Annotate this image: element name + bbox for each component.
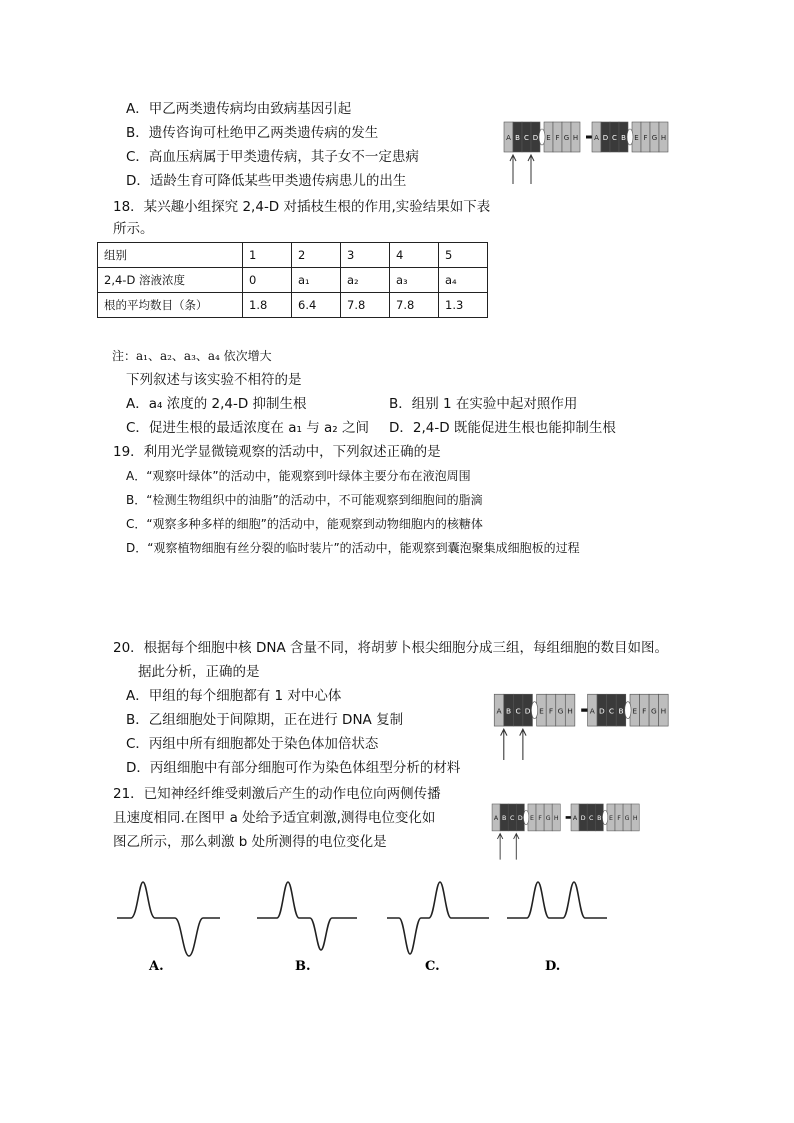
chromosome-segment-label: A	[594, 134, 599, 142]
chromosome-segment-label: F	[538, 815, 542, 823]
table-cell: 5	[439, 243, 488, 268]
break-point-arrow-icon	[501, 729, 507, 760]
chromosome-segment-label: A	[493, 815, 499, 823]
chromosome-segment-label: E	[634, 134, 639, 142]
chromosome-segment-label: D	[524, 706, 531, 716]
table-cell: a₁	[292, 268, 341, 293]
chromosome-segment-label: H	[553, 815, 559, 823]
chromosome-segment-label: A	[589, 706, 595, 716]
chromosome-segment-label: B	[506, 706, 512, 716]
option-label-a: A.	[149, 959, 164, 974]
table-cell: 6.4	[292, 293, 341, 318]
table-cell: 组别	[98, 243, 243, 268]
chromosome-segment-label: B	[515, 134, 520, 142]
waveform-option-a	[115, 878, 235, 973]
chromosome-segment-label: E	[546, 134, 551, 142]
q20-option-a: A．甲组的每个细胞都有 1 对中心体	[126, 688, 342, 704]
chromosome-inversion-figure-3	[455, 795, 670, 865]
chromosome-segment-label: C	[524, 134, 529, 142]
chromosome-segment-label: F	[642, 706, 647, 716]
chromosome-segment-label: D	[599, 706, 605, 716]
q19-option-b: B．“检测生物组织中的油脂”的活动中，不可能观察到细胞间的脂滴	[126, 493, 483, 507]
break-point-arrow-icon	[528, 155, 534, 184]
q21-stem-line3: 图乙所示，那么刺激 b 处所测得的电位变化是	[113, 834, 387, 850]
centromere	[523, 810, 528, 824]
waveform-option-b	[255, 878, 370, 973]
chromosome-segment-label: C	[589, 815, 594, 823]
chromosome-segment-label: B	[621, 134, 626, 142]
chromosome-segment-label: H	[660, 134, 667, 142]
table-row	[98, 243, 488, 268]
q17-option-b: B．遗传咨询可杜绝甲乙两类遗传病的发生	[126, 125, 379, 141]
chromosome-segment-label: G	[650, 706, 657, 716]
chromosome-segment-label: C	[612, 134, 617, 142]
table-cell: 4	[390, 243, 439, 268]
centromere	[531, 702, 537, 719]
q20-option-c: C．丙组中所有细胞都处于染色体加倍状态	[126, 736, 379, 752]
chromosome-segment-label: D	[602, 134, 609, 142]
q18-table-note: 注：a₁、a₂、a₃、a₄ 依次增大	[112, 349, 272, 363]
q20-option-b: B．乙组细胞处于间隙期，正在进行 DNA 复制	[126, 712, 404, 728]
chromosome-segment-label: C	[510, 815, 515, 823]
chromosome-segment-label: A	[572, 815, 578, 823]
chromosome-segment-label: F	[548, 706, 554, 716]
q18-stem-line2: 所示。	[113, 221, 154, 237]
q17-option-a: A．甲乙两类遗传病均由致病基因引起	[126, 101, 352, 117]
centromere	[627, 129, 633, 145]
chromosome-segment-label: E	[539, 706, 544, 716]
chromosome-segment-label: H	[632, 815, 638, 823]
chromosome-segment-label: F	[555, 134, 560, 142]
q20-stem-line1: 20．根据每个细胞中核 DNA 含量不同，将胡萝卜根尖细胞分成三组，每组细胞的数目如图。	[113, 640, 668, 656]
option-label-d: D.	[545, 959, 561, 974]
chromosome-segment-label: G	[563, 134, 570, 142]
chromosome-segment-label: C	[608, 706, 615, 716]
q19-option-a: A．“观察叶绿体”的活动中，能观察到叶绿体主要分布在液泡周围	[126, 469, 471, 483]
table-cell: 0	[243, 268, 292, 293]
chromosome-inversion-figure-2	[490, 680, 665, 770]
table-cell: a₄	[439, 268, 488, 293]
q17-option-d: D．适龄生育可降低某些甲类遗传病患儿的出生	[126, 173, 407, 189]
waveform-option-d	[505, 878, 620, 973]
chromosome-segment-label: B	[618, 706, 624, 716]
chromosome-segment-label: D	[580, 815, 586, 823]
table-cell: 3	[341, 243, 390, 268]
chromosome-segment-label: F	[643, 134, 648, 142]
table-cell: 2,4-D 溶液浓度	[98, 268, 243, 293]
chromosome-segment-label: E	[608, 815, 613, 823]
table-cell: 1.3	[439, 293, 488, 318]
chromosome-segment-label: G	[557, 706, 564, 716]
waveform-option-c	[385, 878, 500, 973]
chromosome-segment-label: G	[624, 815, 630, 823]
chromosome-segment-label: F	[617, 815, 621, 823]
table-row	[98, 268, 488, 293]
chromosome-segment-label: H	[567, 706, 573, 716]
chromosome-segment-label: H	[572, 134, 579, 142]
chromosome-segment-label: G	[651, 134, 658, 142]
centromere	[625, 702, 631, 719]
table-cell: 2	[292, 243, 341, 268]
table-cell: 1	[243, 243, 292, 268]
table-cell: 根的平均数目（条）	[98, 293, 243, 318]
chromosome-segment-label: D	[532, 134, 539, 142]
q18-results-table	[97, 242, 488, 318]
q21-stem-line1: 21．已知神经纤维受刺激后产生的动作电位向两侧传播	[113, 786, 441, 802]
break-point-arrow-icon	[514, 834, 519, 860]
q18-option-d: D．2,4-D 既能促进生根也能抑制生根	[389, 420, 616, 436]
chromosome-segment-label: G	[545, 815, 551, 823]
chromosome-segment-label: A	[496, 706, 502, 716]
q18-stem-line1: 18．某兴趣小组探究 2,4-D 对插枝生根的作用,实验结果如下表	[113, 199, 491, 215]
q18-question: 下列叙述与该实验不相符的是	[126, 372, 302, 388]
q19-stem: 19．利用光学显微镜观察的活动中，下列叙述正确的是	[113, 444, 441, 460]
break-point-arrow-icon	[497, 834, 502, 860]
centromere	[539, 129, 545, 145]
table-row	[98, 293, 488, 318]
q21-stem-line2: 且速度相同.在图甲 a 处给予适宜刺激,测得电位变化如	[113, 810, 436, 826]
option-label-c: C.	[425, 959, 440, 974]
break-point-arrow-icon	[510, 155, 516, 184]
chromosome-segment-label: B	[597, 815, 602, 823]
chromosome-segment-label: E	[530, 815, 534, 823]
q18-option-a: A．a₄ 浓度的 2,4-D 抑制生根	[126, 396, 307, 412]
break-point-arrow-icon	[520, 729, 526, 760]
chromosome-segment-label: A	[506, 134, 511, 142]
table-cell: 7.8	[341, 293, 390, 318]
chromosome-segment-label: B	[502, 815, 507, 823]
centromere	[602, 810, 607, 824]
option-label-b: B.	[295, 959, 311, 974]
chromosome-segment-label: C	[515, 706, 521, 716]
q19-option-d: D．“观察植物细胞有丝分裂的临时装片”的活动中，能观察到囊泡聚集成细胞板的过程	[126, 541, 580, 555]
q18-option-b: B．组别 1 在实验中起对照作用	[389, 396, 578, 412]
q17-option-c: C．高血压病属于甲类遗传病，其子女不一定患病	[126, 149, 419, 165]
table-cell: 1.8	[243, 293, 292, 318]
chromosome-segment-label: E	[632, 706, 638, 716]
chromosome-segment-label: D	[517, 815, 523, 823]
q19-option-c: C．“观察多种多样的细胞”的活动中，能观察到动物细胞内的核糖体	[126, 517, 483, 531]
q18-option-c: C．促进生根的最适浓度在 a₁ 与 a₂ 之间	[126, 420, 369, 436]
table-cell: 7.8	[390, 293, 439, 318]
q20-stem-line2: 据此分析，正确的是	[138, 664, 260, 680]
q20-option-d: D．丙组细胞中有部分细胞可作为染色体组型分析的材料	[126, 760, 461, 776]
chromosome-segment-label: H	[660, 706, 667, 716]
table-cell: a₃	[390, 268, 439, 293]
chromosome-inversion-figure-1	[500, 112, 665, 190]
table-cell: a₂	[341, 268, 390, 293]
